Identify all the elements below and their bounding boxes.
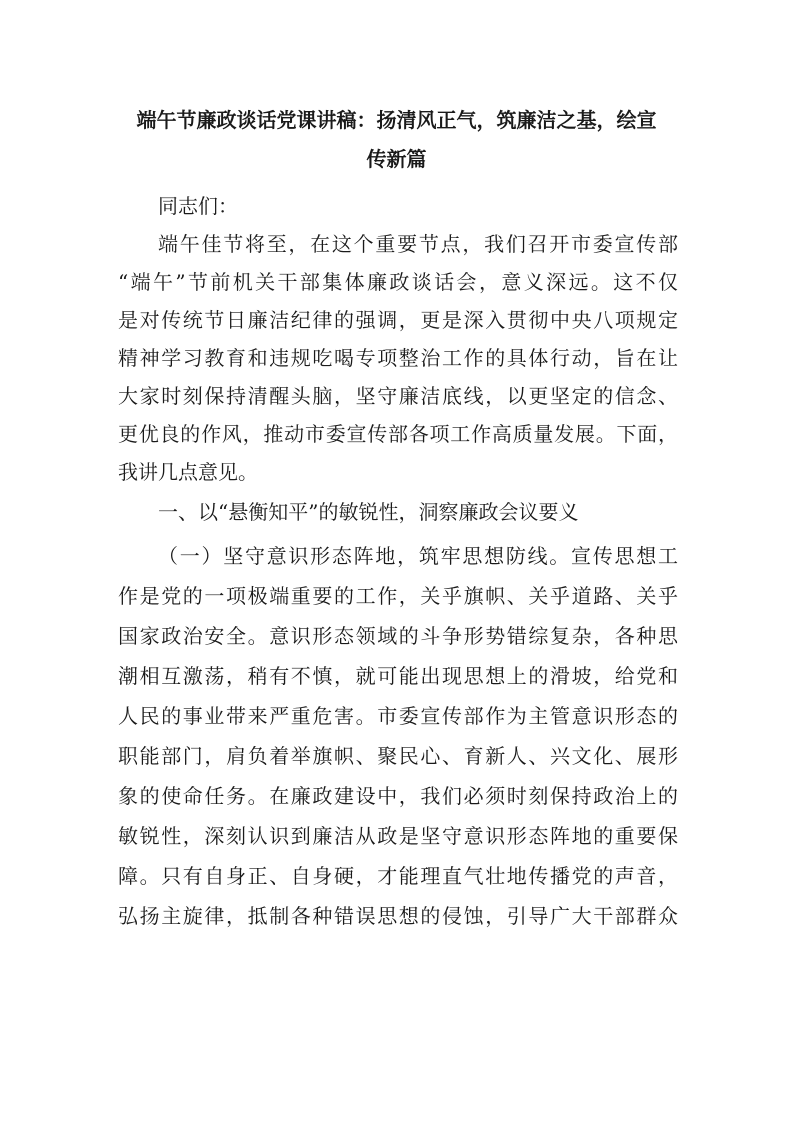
paragraph-line: “端午”节前机关干部集体廉政谈话会，意义深远。这不仅 <box>118 270 678 294</box>
paragraph-line: 敏锐性，深刻认识到廉洁从政是坚守意识形态阵地的重要保 <box>118 824 678 848</box>
paragraph-line: 大家时刻保持清醒头脑，坚守廉洁底线，以更坚定的信念、 <box>118 384 678 408</box>
paragraph-line: 潮相互激荡，稍有不慎，就可能出现思想上的滑坡，给党和 <box>118 664 678 688</box>
paragraph-line: 人民的事业带来严重危害。市委宣传部作为主管意识形态的 <box>118 704 678 728</box>
section-heading: 一、以“悬衡知平”的敏锐性，洞察廉政会议要义 <box>158 500 579 524</box>
paragraph-line: 弘扬主旋律，抵制各种错误思想的侵蚀，引导广大干部群众 <box>118 904 678 928</box>
document-title-line-2: 传新篇 <box>366 147 427 171</box>
paragraph-line: 精神学习教育和违规吃喝专项整治工作的具体行动，旨在让 <box>118 346 678 370</box>
salutation: 同志们： <box>158 194 238 218</box>
document-title-line-1: 端午节廉政谈话党课讲稿：扬清风正气，筑廉洁之基，绘宣 <box>136 108 657 132</box>
paragraph-line: 职能部门，肩负着举旗帜、聚民心、育新人、兴文化、展形 <box>118 744 678 768</box>
paragraph-line: 是对传统节日廉洁纪律的强调，更是深入贯彻中央八项规定 <box>118 308 678 332</box>
paragraph-line: 作是党的一项极端重要的工作，关乎旗帜、关乎道路、关乎 <box>118 584 678 608</box>
paragraph-line: 象的使命任务。在廉政建设中，我们必须时刻保持政治上的 <box>118 784 678 808</box>
paragraph-line: 端午佳节将至，在这个重要节点，我们召开市委宣传部 <box>158 232 678 256</box>
paragraph-line: （一）坚守意识形态阵地，筑牢思想防线。宣传思想工 <box>158 544 678 568</box>
paragraph-line: 更优良的作风，推动市委宣传部各项工作高质量发展。下面， <box>118 422 678 446</box>
paragraph-line: 我讲几点意见。 <box>118 460 258 484</box>
paragraph-line: 国家政治安全。意识形态领域的斗争形势错综复杂，各种思 <box>118 624 678 648</box>
paragraph-line: 障。只有自身正、自身硬，才能理直气壮地传播党的声音， <box>118 864 678 888</box>
